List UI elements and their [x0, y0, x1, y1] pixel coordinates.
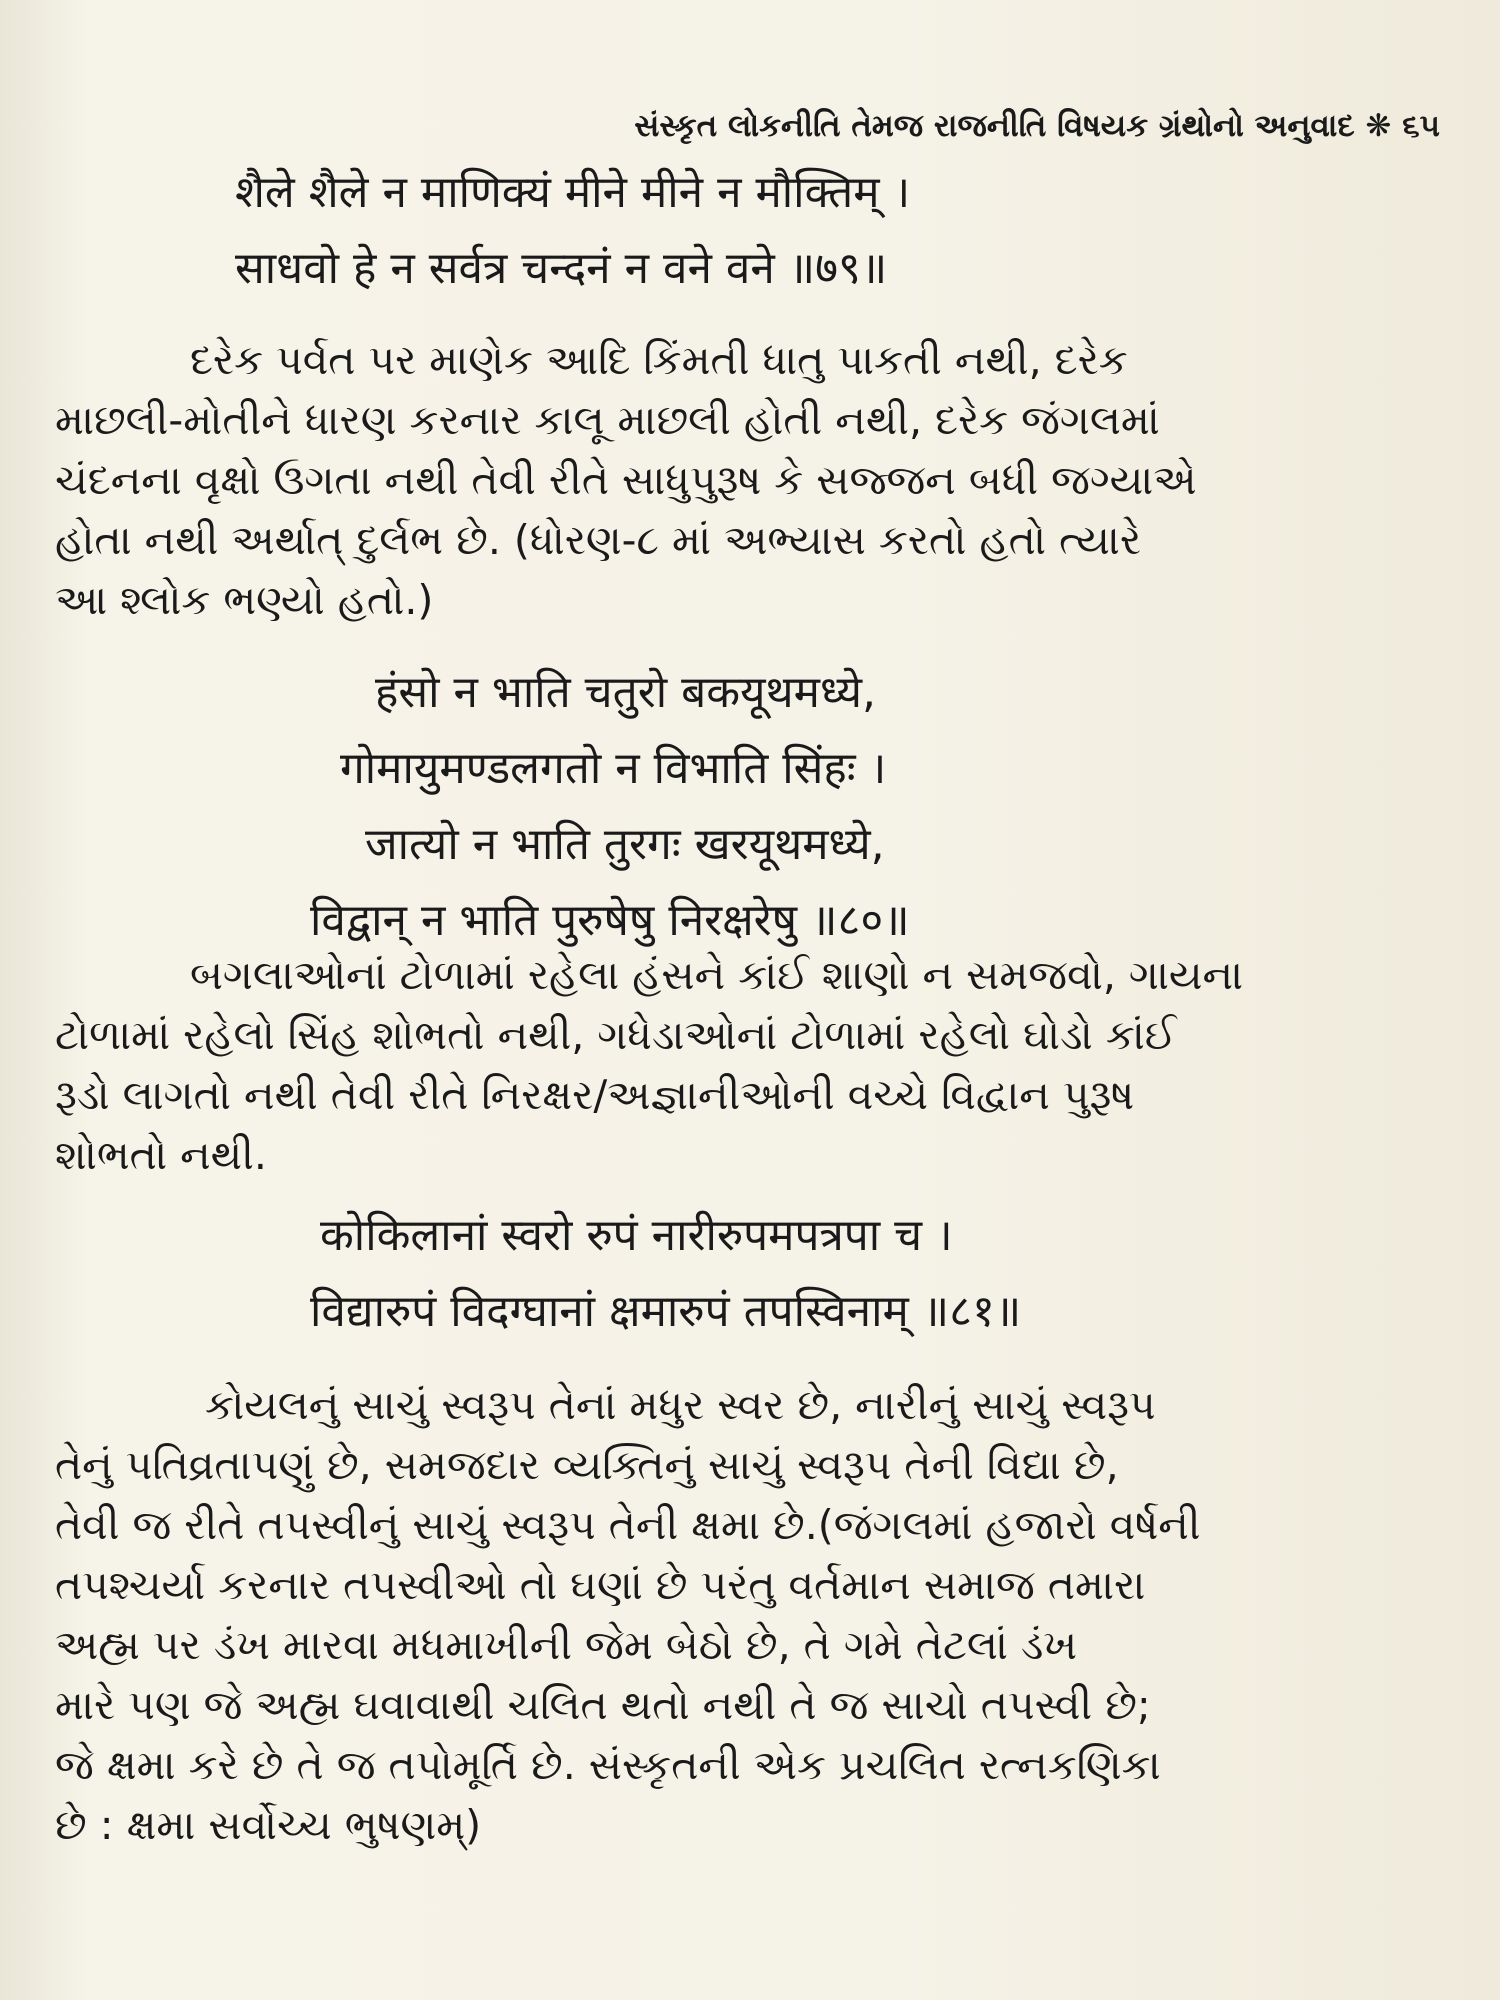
translation-81 [55, 1375, 1445, 1855]
translation-80 [55, 945, 1445, 1185]
text-line: જે ક્ષમા કરે છે તે જ તપોમૂર્તિ છે. સંસ્કૃતની એક પ્રચલિત રત્નકણિકા [55, 1741, 1161, 1789]
text-line: હોતા નથી અર્થાત્ દુર્લભ છે. (ધોરણ-૮ માં અભ્યાસ કરતો હતો ત્યારે [55, 516, 1142, 564]
text-line: કોયલનું સાચું સ્વરૂપ તેનાં મધુર સ્વર છે, નારીનું સાચું સ્વરૂપ [205, 1381, 1156, 1429]
text-line: શોભતો નથી. [55, 1131, 267, 1179]
verse-line: विद्यारुपं विदग्घानां क्षमारुपं तपस्विनाम् ॥८१॥ [310, 1286, 1022, 1337]
text-line: બગલાઓનાં ટોળામાં રહેલા હંસને કાંઈ શાણો ન સમજવો, ગાયના [190, 951, 1244, 999]
verse-line: शैले शैले न माणिक्यं मीने मीने न मौक्तिम् । [235, 167, 911, 218]
translation-79 [55, 330, 1445, 630]
verse-line: कोकिलानां स्वरो रुपं नारीरुपमपत्रपा च । [320, 1210, 953, 1261]
text-line: તેવી જ રીતે તપસ્વીનું સાચું સ્વરૂપ તેની ક્ષમા છે.(જંગલમાં હજારો વર્ષની [55, 1501, 1201, 1549]
verse-79 [55, 155, 1445, 307]
text-line: ચંદનના વૃક્ષો ઉગતા નથી તેવી રીતે સાધુપુરૂષ કે સજ્જન બધી જગ્યાએ [55, 456, 1197, 504]
text-line: આ શ્લોક ભણ્યો હતો.) [55, 576, 434, 624]
text-line: મારે પણ જે અહ્મ ઘવાવાથી ચલિત થતો નથી તે જ સાચો તપસ્વી છે; [55, 1681, 1151, 1729]
verse-line: हंसो न भाति चतुरो बकयूथमध्ये, [375, 667, 876, 718]
verse-80 [55, 655, 1445, 959]
running-header: સંસ્કૃત લોકનીતિ તેમજ રાજનીતિ વિષયક ગ્રંથોનો અનુવાદ ❋ ૬૫ [634, 108, 1440, 144]
text-line: ટોળામાં રહેલો સિંહ શોભતો નથી, ગધેડાઓનાં ટોળામાં રહેલો ઘોડો કાંઈ [55, 1011, 1177, 1059]
verse-line: गोमायुमण्डलगतो न विभाति सिंहः । [340, 743, 887, 794]
text-line: રૂડો લાગતો નથી તેવી રીતે નિરક્ષર/અજ્ઞાનીઓની વચ્ચે વિદ્વાન પુરૂષ [55, 1071, 1135, 1119]
verse-line: साधवो हे न सर्वत्र चन्दनं न वने वने ॥७९॥ [235, 243, 888, 294]
text-line: અહ્મ પર ડંખ મારવા મધમાખીની જેમ બેઠો છે, તે ગમે તેટલાં ડંખ [55, 1621, 1078, 1669]
verse-line: विद्वान् न भाति पुरुषेषु निरक्षरेषु ॥८०॥ [310, 895, 910, 946]
text-line: દરેક પર્વત પર માણેક આદિ કિંમતી ધાતુ પાકતી નથી, દરેક [190, 336, 1128, 384]
text-line: તપશ્ચર્યા કરનાર તપસ્વીઓ તો ઘણાં છે પરંતુ વર્તમાન સમાજ તમારા [55, 1561, 1146, 1609]
text-line: માછલી-મોતીને ધારણ કરનાર કાલૂ માછલી હોતી નથી, દરેક જંગલમાં [55, 396, 1160, 444]
text-line: છે : ક્ષમા સર્વોચ્ચ ભુષણમ્) [55, 1801, 482, 1849]
text-line: તેનું પતિવ્રતાપણું છે, સમજદાર વ્યક્તિનું સાચું સ્વરૂપ તેની વિદ્યા છે, [55, 1441, 1119, 1489]
verse-line: जात्यो न भाति तुरगः खरयूथमध्ये, [365, 819, 885, 870]
verse-81 [55, 1198, 1445, 1350]
